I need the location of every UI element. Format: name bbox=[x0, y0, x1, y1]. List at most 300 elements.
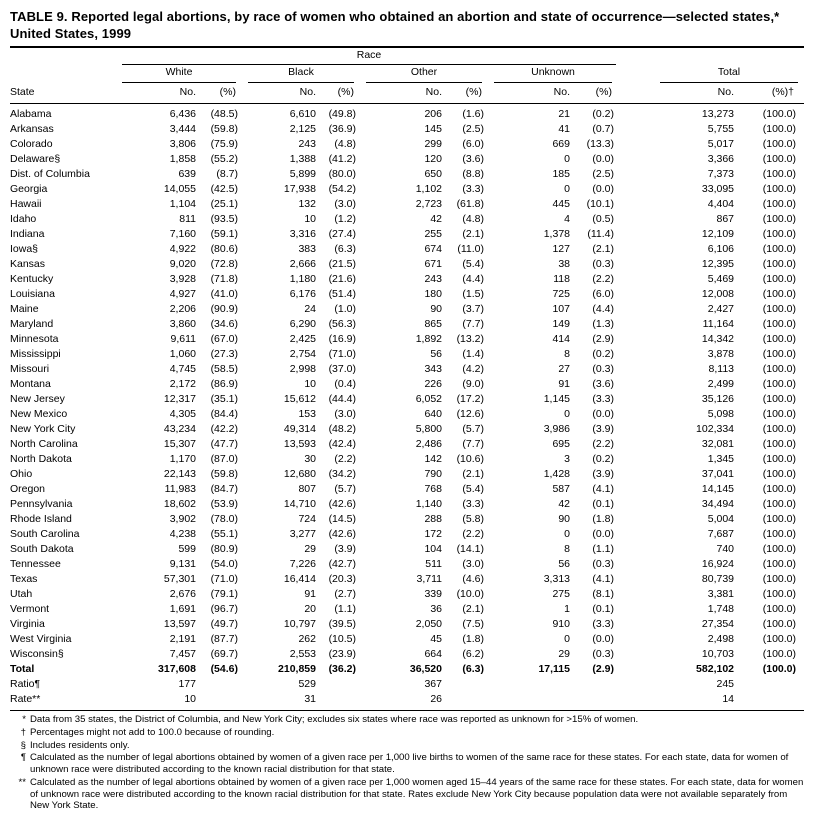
table-row bbox=[10, 317, 804, 332]
percent-cell: (100.0) bbox=[762, 498, 797, 511]
percent-cell: (5.8) bbox=[462, 513, 484, 526]
percent-cell: (90.9) bbox=[210, 303, 238, 316]
percent-cell: (100.0) bbox=[762, 513, 797, 526]
percent-cell: (80.0) bbox=[328, 168, 356, 181]
gap-cell bbox=[622, 362, 650, 377]
count-cell: 10 bbox=[304, 378, 316, 391]
count-cell bbox=[492, 692, 570, 711]
table-row bbox=[10, 662, 804, 677]
count-cell: 180 bbox=[424, 288, 442, 301]
percent-cell: (34.2) bbox=[328, 468, 356, 481]
gap-cell bbox=[622, 152, 650, 167]
percent-cell: (100.0) bbox=[762, 453, 797, 466]
percent-cell: (17.2) bbox=[456, 393, 484, 406]
state-cell: Texas bbox=[10, 573, 38, 586]
state-cell: Utah bbox=[10, 588, 33, 601]
percent-cell: (8.7) bbox=[216, 168, 238, 181]
percent-cell bbox=[570, 692, 622, 711]
table-row bbox=[10, 227, 804, 242]
percent-cell: (100.0) bbox=[762, 273, 797, 286]
footnote-marker: ** bbox=[18, 776, 26, 788]
count-cell: 2,425 bbox=[289, 333, 316, 346]
count-cell: 172 bbox=[424, 528, 442, 541]
count-cell bbox=[492, 677, 570, 692]
count-cell: 339 bbox=[424, 588, 442, 601]
table-row bbox=[10, 167, 804, 182]
percent-cell: (100.0) bbox=[762, 123, 797, 136]
state-cell: Oregon bbox=[10, 483, 46, 496]
count-cell: 13,273 bbox=[701, 108, 735, 121]
count-cell: 5,469 bbox=[707, 273, 735, 286]
count-cell: 9,131 bbox=[169, 558, 196, 571]
percent-cell: (0.7) bbox=[592, 123, 615, 136]
state-cell: Louisiana bbox=[10, 288, 55, 301]
state-cell: New Jersey bbox=[10, 393, 65, 406]
count-cell: 38 bbox=[558, 258, 570, 271]
footnotes bbox=[10, 714, 804, 812]
gap-cell bbox=[622, 662, 650, 677]
percent-cell: (7.7) bbox=[462, 318, 484, 331]
table-row bbox=[10, 677, 804, 692]
percent-cell: (21.5) bbox=[328, 258, 356, 271]
percent-cell: (55.2) bbox=[210, 153, 238, 166]
percent-cell: (100.0) bbox=[762, 663, 797, 676]
percent-cell: (44.4) bbox=[328, 393, 356, 406]
count-cell: 11,164 bbox=[702, 318, 735, 331]
percent-cell: (1.0) bbox=[334, 303, 356, 316]
table-row bbox=[10, 347, 804, 362]
percent-cell: (100.0) bbox=[762, 648, 797, 661]
percent-cell: (0.2) bbox=[592, 453, 615, 466]
count-cell: 2,553 bbox=[289, 648, 316, 661]
percent-cell: (6.2) bbox=[462, 648, 484, 661]
percent-cell: (47.7) bbox=[210, 438, 238, 451]
percent-cell: (21.6) bbox=[328, 273, 356, 286]
gap-cell bbox=[622, 617, 650, 632]
table-row bbox=[10, 587, 804, 602]
percent-cell: (2.1) bbox=[462, 468, 484, 481]
percent-cell: (58.5) bbox=[210, 363, 238, 376]
percent-cell: (1.3) bbox=[592, 318, 615, 331]
count-cell: 45 bbox=[430, 633, 442, 646]
state-cell: South Carolina bbox=[10, 528, 80, 541]
percent-cell bbox=[196, 692, 246, 711]
count-cell: 1,378 bbox=[543, 228, 570, 241]
count-cell: 1,180 bbox=[289, 273, 316, 286]
percent-cell: (56.3) bbox=[328, 318, 356, 331]
count-cell: 31 bbox=[246, 692, 316, 711]
count-cell: 6,436 bbox=[169, 108, 196, 121]
footnote-text: Includes residents only. bbox=[30, 739, 130, 751]
state-cell: Pennsylvania bbox=[10, 498, 73, 511]
percent-cell: (71.0) bbox=[210, 573, 238, 586]
percent-cell: (39.5) bbox=[328, 618, 356, 631]
count-cell: 2,191 bbox=[169, 633, 196, 646]
count-cell: 1,140 bbox=[415, 498, 442, 511]
gap-cell bbox=[622, 272, 650, 287]
count-cell: 4,305 bbox=[169, 408, 196, 421]
count-cell: 91 bbox=[304, 588, 316, 601]
percent-cell: (100.0) bbox=[762, 333, 797, 346]
percent-cell: (2.5) bbox=[592, 168, 615, 181]
percent-cell: (3.0) bbox=[334, 198, 356, 211]
count-cell: 37,041 bbox=[701, 468, 735, 481]
percent-cell: (41.0) bbox=[210, 288, 238, 301]
count-cell: 10,797 bbox=[283, 618, 316, 631]
percent-cell: (5.4) bbox=[462, 258, 484, 271]
gap-cell bbox=[622, 677, 650, 692]
count-cell: 0 bbox=[564, 153, 570, 166]
count-cell: 740 bbox=[716, 543, 735, 556]
gap-cell bbox=[622, 242, 650, 257]
count-cell: 3,860 bbox=[169, 318, 196, 331]
gap-cell bbox=[622, 482, 650, 497]
state-cell: Dist. of Columbia bbox=[10, 168, 90, 181]
gap-cell bbox=[622, 647, 650, 662]
group-header-other bbox=[364, 65, 492, 83]
percent-cell: (8.8) bbox=[462, 168, 484, 181]
state-cell: Kansas bbox=[10, 258, 46, 271]
percent-cell bbox=[570, 677, 622, 692]
count-cell: 2,676 bbox=[169, 588, 196, 601]
percent-cell: (100.0) bbox=[762, 258, 797, 271]
state-cell: Delaware§ bbox=[10, 153, 61, 166]
percent-cell: (0.4) bbox=[334, 378, 356, 391]
state-cell: New York City bbox=[10, 423, 76, 436]
percent-cell: (3.9) bbox=[334, 543, 356, 556]
percent-cell: (48.2) bbox=[328, 423, 356, 436]
percent-cell: (3.3) bbox=[462, 183, 484, 196]
gap-cell bbox=[622, 317, 650, 332]
state-cell: Maine bbox=[10, 303, 39, 316]
percent-cell: (3.0) bbox=[334, 408, 356, 421]
count-cell: 1,858 bbox=[169, 153, 196, 166]
count-cell: 142 bbox=[424, 453, 442, 466]
count-cell: 57,301 bbox=[163, 573, 196, 586]
count-cell: 2,427 bbox=[707, 303, 735, 316]
table-row bbox=[10, 392, 804, 407]
percent-cell: (11.4) bbox=[587, 228, 615, 241]
count-cell: 27,354 bbox=[701, 618, 735, 631]
count-cell: 7,160 bbox=[169, 228, 196, 241]
other-label: Other bbox=[366, 65, 482, 83]
table-title: TABLE 9. Reported legal abortions, by race of women who obtained an abortion and state of occurrence—selected states,* United States, 1999 bbox=[10, 9, 780, 42]
percent-cell: (4.4) bbox=[462, 273, 484, 286]
state-cell: Arkansas bbox=[10, 123, 54, 136]
footnote-text: Percentages might not add to 100.0 because of rounding. bbox=[30, 727, 275, 739]
percent-cell: (59.1) bbox=[210, 228, 238, 241]
count-cell: 149 bbox=[552, 318, 570, 331]
table-header bbox=[10, 48, 804, 104]
gap-cell bbox=[622, 602, 650, 617]
percent-cell: (54.6) bbox=[210, 663, 238, 676]
count-cell: 639 bbox=[178, 168, 196, 181]
percent-cell: (2.2) bbox=[592, 273, 615, 286]
state-cell: Alabama bbox=[10, 108, 52, 121]
percent-cell: (0.5) bbox=[592, 213, 615, 226]
percent-cell: (16.9) bbox=[328, 333, 356, 346]
count-cell: 275 bbox=[552, 588, 570, 601]
count-cell: 2,498 bbox=[707, 633, 735, 646]
count-cell: 8 bbox=[564, 348, 570, 361]
percent-cell: (0.3) bbox=[592, 558, 615, 571]
percent-cell: (2.9) bbox=[592, 333, 615, 346]
count-cell: 5,755 bbox=[707, 123, 735, 136]
percent-cell: (100.0) bbox=[762, 393, 797, 406]
percent-cell: (49.7) bbox=[210, 618, 238, 631]
percent-cell: (100.0) bbox=[762, 438, 797, 451]
count-cell: 14 bbox=[650, 692, 734, 711]
count-cell: 3,711 bbox=[416, 573, 442, 586]
count-cell: 33,095 bbox=[701, 183, 735, 196]
group-header-unknown bbox=[492, 65, 622, 83]
count-cell: 3,313 bbox=[543, 573, 570, 586]
percent-cell: (79.1) bbox=[210, 588, 238, 601]
percent-cell: (42.2) bbox=[210, 423, 238, 436]
count-cell: 36 bbox=[430, 603, 442, 616]
table-row bbox=[10, 527, 804, 542]
percent-cell: (86.9) bbox=[210, 378, 238, 391]
state-cell: New Mexico bbox=[10, 408, 68, 421]
state-cell: Vermont bbox=[10, 603, 50, 616]
table-row bbox=[10, 182, 804, 197]
column-header-row bbox=[10, 83, 804, 104]
percent-cell: (2.2) bbox=[334, 453, 356, 466]
percent-cell: (1.4) bbox=[462, 348, 484, 361]
count-cell: 14,342 bbox=[701, 333, 735, 346]
percent-cell: (100.0) bbox=[762, 198, 797, 211]
table-row bbox=[10, 617, 804, 632]
state-cell: Tennessee bbox=[10, 558, 61, 571]
count-cell: 511 bbox=[425, 558, 442, 571]
percent-cell: (13.3) bbox=[586, 138, 615, 151]
percent-cell: (59.8) bbox=[210, 123, 238, 136]
count-cell: 245 bbox=[716, 678, 735, 691]
percent-cell: (23.9) bbox=[328, 648, 356, 661]
state-cell: Hawaii bbox=[10, 198, 42, 211]
percent-cell: (2.9) bbox=[592, 663, 615, 676]
state-cell: Colorado bbox=[10, 138, 53, 151]
percent-cell: (1.2) bbox=[334, 213, 356, 226]
count-cell: 49,314 bbox=[283, 423, 316, 436]
count-cell: 1,428 bbox=[543, 468, 570, 481]
count-cell: 4,404 bbox=[707, 198, 735, 211]
count-cell: 671 bbox=[424, 258, 442, 271]
count-cell: 640 bbox=[424, 408, 442, 421]
count-cell: 5,098 bbox=[707, 408, 735, 421]
count-cell: 18,602 bbox=[163, 498, 196, 511]
count-cell: 343 bbox=[424, 363, 442, 376]
count-cell: 42 bbox=[558, 498, 570, 511]
count-cell: 132 bbox=[298, 198, 316, 211]
count-cell: 26 bbox=[364, 692, 442, 711]
percent-cell bbox=[442, 677, 492, 692]
percent-cell: (3.6) bbox=[592, 378, 615, 391]
count-cell: 9,611 bbox=[170, 333, 196, 346]
count-cell: 2,206 bbox=[169, 303, 196, 316]
count-cell: 1 bbox=[564, 603, 570, 616]
gap-cell bbox=[622, 407, 650, 422]
count-cell: 10 bbox=[304, 213, 316, 226]
percent-cell: (5.4) bbox=[462, 483, 484, 496]
footnote bbox=[10, 727, 804, 739]
header-spacer bbox=[622, 65, 650, 83]
count-cell: 414 bbox=[552, 333, 570, 346]
count-cell: 104 bbox=[424, 543, 442, 556]
count-cell: 0 bbox=[564, 528, 570, 541]
table-row bbox=[10, 362, 804, 377]
count-cell: 80,739 bbox=[701, 573, 735, 586]
percent-cell: (4.8) bbox=[462, 213, 484, 226]
count-cell: 3,381 bbox=[707, 588, 735, 601]
footnote bbox=[10, 777, 804, 812]
count-cell: 17,938 bbox=[283, 183, 316, 196]
state-cell: North Dakota bbox=[10, 453, 72, 466]
gap-cell bbox=[622, 197, 650, 212]
unknown-label: Unknown bbox=[494, 65, 612, 83]
percent-cell: (0.3) bbox=[592, 258, 615, 271]
percent-cell: (72.8) bbox=[210, 258, 238, 271]
percent-cell: (2.2) bbox=[592, 438, 615, 451]
header-spacer bbox=[622, 48, 650, 65]
state-cell: Georgia bbox=[10, 183, 48, 196]
percent-cell: (37.0) bbox=[328, 363, 356, 376]
state-cell: Virginia bbox=[10, 618, 45, 631]
percent-cell: (27.3) bbox=[210, 348, 238, 361]
state-column-header: State bbox=[10, 83, 120, 104]
count-cell: 2,050 bbox=[415, 618, 442, 631]
table-row bbox=[10, 647, 804, 662]
percent-cell: (100.0) bbox=[762, 558, 797, 571]
count-cell: 56 bbox=[430, 348, 442, 361]
group-header-white bbox=[120, 65, 246, 83]
count-cell: 17,115 bbox=[538, 663, 570, 676]
black-no-header: No. bbox=[246, 83, 316, 104]
header-spacer bbox=[10, 48, 120, 65]
count-cell: 695 bbox=[552, 438, 570, 451]
count-cell: 127 bbox=[552, 243, 570, 256]
gap-cell bbox=[622, 377, 650, 392]
percent-cell: (10.1) bbox=[586, 198, 615, 211]
count-cell: 210,859 bbox=[278, 663, 316, 676]
count-cell: 12,395 bbox=[701, 258, 735, 271]
percent-cell: (0.0) bbox=[592, 633, 615, 646]
table-row bbox=[10, 572, 804, 587]
footnote bbox=[10, 752, 804, 775]
other-no-header: No. bbox=[364, 83, 442, 104]
percent-cell: (100.0) bbox=[762, 633, 797, 646]
table-row bbox=[10, 422, 804, 437]
gap-cell bbox=[622, 452, 650, 467]
black-pct-header: (%) bbox=[316, 83, 364, 104]
count-cell: 1,145 bbox=[543, 393, 570, 406]
table-row bbox=[10, 467, 804, 482]
percent-cell: (41.2) bbox=[328, 153, 356, 166]
percent-cell: (100.0) bbox=[762, 303, 797, 316]
footnote-text: Calculated as the number of legal abortions obtained by women of a given race per 1,000 live births to women of the same race for these states. For each state, data for women of unknown race were distributed according to the known racial distribution for that state. bbox=[30, 752, 789, 776]
percent-cell: (25.1) bbox=[210, 198, 238, 211]
count-cell: 811 bbox=[179, 213, 196, 226]
count-cell: 5,899 bbox=[289, 168, 316, 181]
percent-cell: (4.8) bbox=[334, 138, 356, 151]
state-cell: Rate** bbox=[10, 692, 120, 711]
white-label: White bbox=[122, 65, 236, 83]
white-no-header: No. bbox=[120, 83, 196, 104]
count-cell: 102,334 bbox=[696, 423, 735, 436]
count-cell: 13,597 bbox=[163, 618, 196, 631]
percent-cell: (100.0) bbox=[762, 183, 797, 196]
percent-cell bbox=[442, 692, 492, 711]
count-cell: 10 bbox=[120, 692, 196, 711]
count-cell: 2,998 bbox=[289, 363, 316, 376]
percent-cell: (42.6) bbox=[328, 498, 356, 511]
count-cell: 1,102 bbox=[415, 183, 442, 196]
black-label: Black bbox=[248, 65, 354, 83]
count-cell: 6,610 bbox=[289, 108, 316, 121]
count-cell: 3,806 bbox=[169, 138, 196, 151]
count-cell: 599 bbox=[178, 543, 196, 556]
count-cell: 8 bbox=[564, 543, 570, 556]
percent-cell: (100.0) bbox=[762, 363, 797, 376]
percent-cell: (3.3) bbox=[592, 393, 615, 406]
percent-cell: (11.0) bbox=[457, 243, 484, 256]
count-cell: 664 bbox=[424, 648, 442, 661]
count-cell: 3,316 bbox=[289, 228, 316, 241]
percent-cell bbox=[196, 677, 246, 692]
percent-cell: (100.0) bbox=[762, 108, 797, 121]
table-row bbox=[10, 452, 804, 467]
count-cell: 255 bbox=[424, 228, 442, 241]
percent-cell: (4.4) bbox=[592, 303, 615, 316]
state-cell: North Carolina bbox=[10, 438, 78, 451]
table-row bbox=[10, 512, 804, 527]
count-cell: 90 bbox=[430, 303, 442, 316]
count-cell: 153 bbox=[298, 408, 316, 421]
percent-cell: (1.6) bbox=[462, 108, 484, 121]
gap-cell bbox=[622, 497, 650, 512]
unknown-pct-header: (%) bbox=[570, 83, 622, 104]
count-cell: 867 bbox=[716, 213, 735, 226]
count-cell: 4,927 bbox=[169, 288, 196, 301]
percent-cell: (0.0) bbox=[592, 528, 615, 541]
group-header-row bbox=[10, 65, 804, 83]
percent-cell: (10.5) bbox=[328, 633, 356, 646]
count-cell: 16,414 bbox=[283, 573, 316, 586]
percent-cell: (27.4) bbox=[328, 228, 356, 241]
count-cell: 7,226 bbox=[289, 558, 316, 571]
percent-cell: (4.2) bbox=[462, 363, 484, 376]
total-label: Total bbox=[660, 65, 798, 83]
count-cell: 27 bbox=[558, 363, 570, 376]
gap-cell bbox=[622, 692, 650, 711]
percent-cell: (87.7) bbox=[210, 633, 238, 646]
count-cell: 3,277 bbox=[289, 528, 316, 541]
count-cell: 20 bbox=[304, 603, 316, 616]
state-cell: Missouri bbox=[10, 363, 50, 376]
percent-cell bbox=[316, 692, 364, 711]
percent-cell: (2.1) bbox=[462, 603, 484, 616]
count-cell: 367 bbox=[424, 678, 442, 691]
count-cell: 185 bbox=[552, 168, 570, 181]
percent-cell: (1.8) bbox=[462, 633, 484, 646]
percent-cell: (20.3) bbox=[328, 573, 356, 586]
percent-cell: (80.6) bbox=[210, 243, 238, 256]
footnote-marker: § bbox=[20, 739, 26, 751]
percent-cell: (0.2) bbox=[592, 108, 615, 121]
count-cell: 5,004 bbox=[707, 513, 735, 526]
percent-cell: (100.0) bbox=[762, 243, 797, 256]
table-row bbox=[10, 257, 804, 272]
